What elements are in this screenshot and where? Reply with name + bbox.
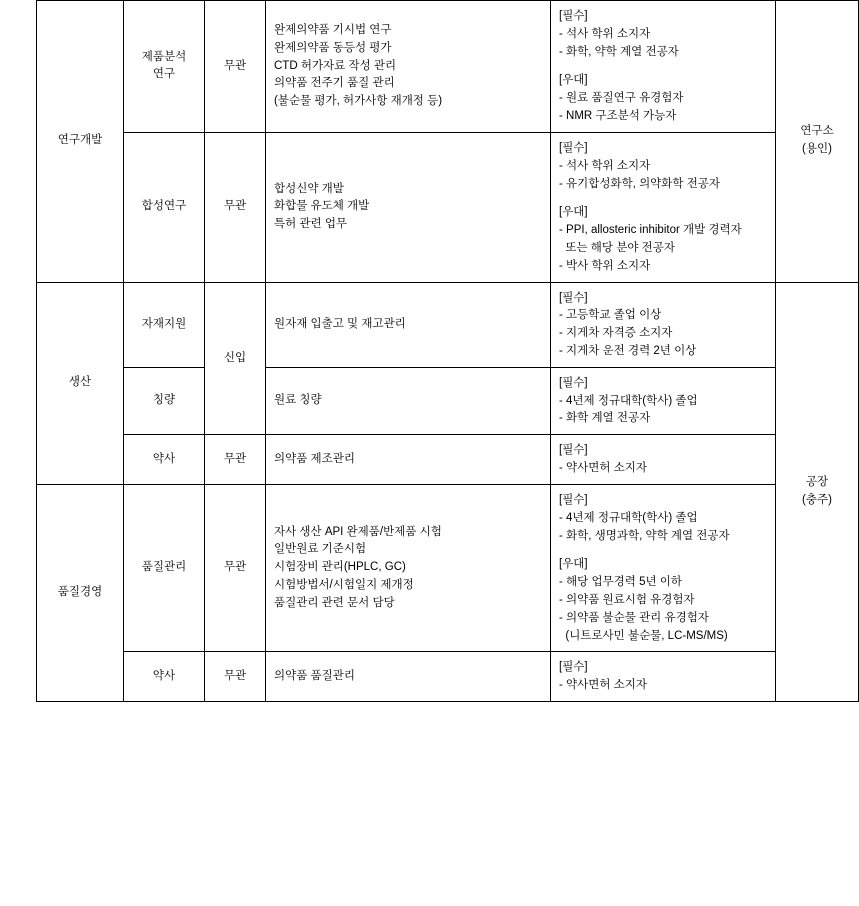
team-label-line: 제품분석 <box>141 50 187 63</box>
qualification-line: - 약사면허 소지자 <box>559 679 647 692</box>
cell-qualifications <box>551 435 776 485</box>
duty-lines <box>274 181 542 234</box>
cell-duties <box>266 132 551 282</box>
cell-location <box>776 282 859 701</box>
qualification-line: [필수] <box>559 444 588 457</box>
team-label-line: 약사 <box>152 669 176 682</box>
cell-duties <box>266 367 551 434</box>
department-label: 생산 <box>68 376 92 389</box>
experience-label: 신입 <box>223 351 247 364</box>
cell-team <box>124 652 205 702</box>
spacer-line <box>559 61 767 72</box>
qualification-line: - 해당 업무경력 5년 이하 <box>559 576 682 589</box>
qualification-line: [필수] <box>559 141 588 154</box>
experience-label: 무관 <box>223 561 247 574</box>
qualification-line: - 유기합성화학, 의약화학 전공자 <box>559 177 721 190</box>
cell-team <box>124 484 205 652</box>
cell-duties <box>266 282 551 367</box>
table-row <box>37 484 859 652</box>
qualification-line: - 약사면허 소지자 <box>559 462 647 475</box>
cell-team <box>124 282 205 367</box>
team-label-line: 합성연구 <box>141 200 187 213</box>
qualification-line: - 원료 품질연구 유경험자 <box>559 92 684 105</box>
cell-duties <box>266 652 551 702</box>
duty-line: 특허 관련 업무 <box>274 218 348 231</box>
qualification-line: - 화학, 약학 계열 전공자 <box>559 45 679 58</box>
cell-duties <box>266 435 551 485</box>
qualification-line: - 4년제 정규대학(학사) 졸업 <box>559 394 698 407</box>
location-line: (용인) <box>802 143 832 156</box>
duty-line: 원자재 입출고 및 재고관리 <box>274 317 406 330</box>
cell-duties <box>266 484 551 652</box>
location-line: 공장 <box>805 475 829 488</box>
qualification-line: - 4년제 정규대학(학사) 졸업 <box>559 511 698 524</box>
team-label-line: 약사 <box>152 452 176 465</box>
duty-lines <box>274 22 542 111</box>
qualification-line: [필수] <box>559 10 588 22</box>
duty-lines <box>274 524 542 613</box>
qualification-lines <box>559 289 767 361</box>
cell-qualifications <box>551 132 776 282</box>
experience-label: 무관 <box>223 59 247 72</box>
qualification-line: [우대] <box>559 206 588 219</box>
qualification-line: - PPI, allosteric inhibitor 개발 경력자 <box>559 224 742 237</box>
qualification-line: [필수] <box>559 376 588 389</box>
department-label: 품질경영 <box>57 586 103 599</box>
cell-team <box>124 1 205 133</box>
cell-experience <box>205 484 266 652</box>
location-lines <box>784 474 850 510</box>
duty-line: 의약품 품질관리 <box>274 669 355 682</box>
duty-line: 일반원료 기준시험 <box>274 543 367 556</box>
cell-duties <box>266 1 551 133</box>
cell-qualifications <box>551 1 776 133</box>
cell-qualifications <box>551 652 776 702</box>
duty-line: (불순물 평가, 허가사항 재개정 등) <box>274 95 443 108</box>
spacer-line <box>559 193 767 204</box>
cell-qualifications <box>551 367 776 434</box>
qualification-line: [필수] <box>559 291 588 304</box>
cell-experience <box>205 1 266 133</box>
qualification-lines <box>559 139 767 276</box>
duty-line: 품질관리 관련 문서 담당 <box>274 596 395 609</box>
duty-line: 시험방법서/시험일지 제개정 <box>274 579 414 592</box>
cell-team <box>124 132 205 282</box>
duty-line: 원료 칭량 <box>274 394 322 407</box>
qualification-line: - 화학 계열 전공자 <box>559 412 651 425</box>
cell-qualifications <box>551 282 776 367</box>
experience-label: 무관 <box>223 669 247 682</box>
table-row <box>37 652 859 702</box>
location-lines <box>784 123 850 159</box>
experience-label: 무관 <box>223 452 247 465</box>
duty-line: 의약품 제조관리 <box>274 452 355 465</box>
location-line: (충주) <box>802 493 832 506</box>
table-row <box>37 132 859 282</box>
qualification-lines <box>559 374 767 428</box>
qualification-line: - 석사 학위 소지자 <box>559 159 651 172</box>
cell-location <box>776 1 859 283</box>
team-label-line: 자재지원 <box>141 317 187 330</box>
qualification-line: [필수] <box>559 493 588 506</box>
cell-department <box>37 484 124 701</box>
cell-experience <box>205 132 266 282</box>
qualification-line: - 의약품 원료시험 유경험자 <box>559 593 695 606</box>
location-line: 연구소 <box>800 125 834 138</box>
qualification-line: - 지게차 운전 경력 2년 이상 <box>559 345 697 357</box>
qualification-line: [필수] <box>559 661 588 674</box>
table-row <box>37 367 859 434</box>
qualification-line: - 석사 학위 소지자 <box>559 27 651 40</box>
cell-experience <box>205 652 266 702</box>
qualification-line: - 박사 학위 소지자 <box>559 259 651 272</box>
duty-line: 자사 생산 API 완제품/반제품 시험 <box>274 525 442 538</box>
qualification-line: - 의약품 불순물 관리 유경험자 <box>559 611 709 624</box>
department-label: 연구개발 <box>57 134 103 147</box>
qualification-lines <box>559 441 767 478</box>
job-posting-table <box>36 0 859 702</box>
cell-team <box>124 435 205 485</box>
cell-qualifications <box>551 484 776 652</box>
duty-line: 시험장비 관리(HPLC, GC) <box>274 561 406 574</box>
qualification-line: 또는 해당 분야 전공자 <box>559 241 675 254</box>
table-body <box>37 1 859 702</box>
team-lines <box>132 49 196 85</box>
cell-experience <box>205 282 266 435</box>
qualification-lines <box>559 658 767 695</box>
team-label-line: 품질관리 <box>141 561 187 574</box>
cell-department <box>37 282 124 484</box>
duty-line: 화합물 유도체 개발 <box>274 200 370 213</box>
spacer-line <box>559 545 767 556</box>
qualification-line: - 지게차 자격증 소지자 <box>559 327 673 340</box>
cell-experience <box>205 435 266 485</box>
duty-line: 합성신약 개발 <box>274 182 344 195</box>
duty-line: 의약품 전주기 품질 관리 <box>274 77 395 90</box>
cell-team <box>124 367 205 434</box>
table-row <box>37 1 859 133</box>
table-row <box>37 435 859 485</box>
qualification-lines <box>559 491 767 646</box>
duty-line: 완제의약품 동등성 평가 <box>274 41 392 54</box>
qualification-line: [우대] <box>559 558 588 571</box>
duty-line: 완제의약품 기시법 연구 <box>274 23 392 36</box>
qualification-line: - 고등학교 졸업 이상 <box>559 309 662 322</box>
duty-line: CTD 허가자료 작성 관리 <box>274 59 397 72</box>
table-row <box>37 282 859 367</box>
qualification-lines <box>559 7 767 126</box>
experience-label: 무관 <box>223 200 247 213</box>
qualification-line: (니트로사민 불순물, LC-MS/MS) <box>559 629 728 642</box>
qualification-line: [우대] <box>559 74 588 87</box>
team-label-line: 칭량 <box>152 394 176 407</box>
qualification-line: - NMR 구조분석 가능자 <box>559 110 677 123</box>
team-label-line: 연구 <box>152 68 176 81</box>
cell-department <box>37 1 124 283</box>
qualification-line: - 화학, 생명과학, 약학 계열 전공자 <box>559 529 730 542</box>
